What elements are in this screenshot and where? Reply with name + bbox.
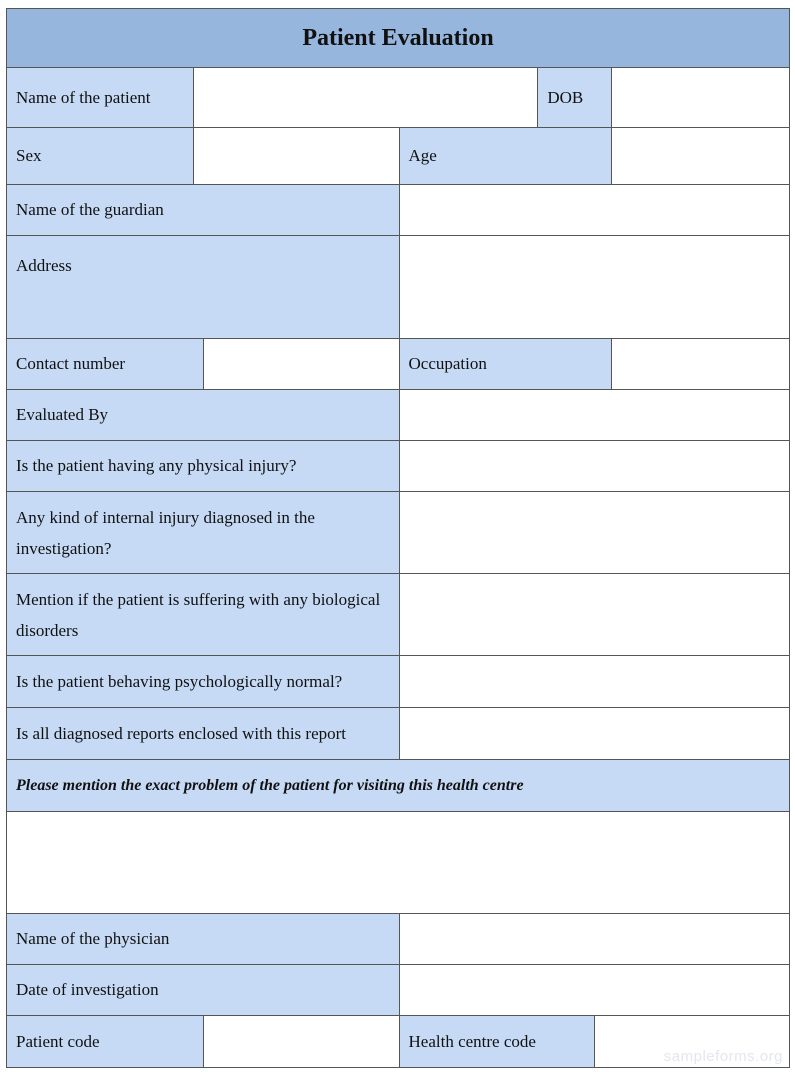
occupation-label: Occupation	[400, 339, 613, 390]
address-field[interactable]	[400, 236, 791, 339]
physician-label: Name of the physician	[7, 914, 400, 965]
patient-code-field[interactable]	[204, 1016, 400, 1068]
occupation-field[interactable]	[612, 339, 790, 390]
sex-label: Sex	[7, 128, 194, 185]
evaluated-by-label: Evaluated By	[7, 390, 400, 441]
dob-field[interactable]	[612, 68, 790, 128]
reports-enclosed-label: Is all diagnosed reports enclosed with this report	[7, 708, 400, 760]
age-label: Age	[400, 128, 613, 185]
contact-number-field[interactable]	[204, 339, 400, 390]
patient-name-label: Name of the patient	[7, 68, 194, 128]
psychological-field[interactable]	[400, 656, 791, 708]
dob-label: DOB	[538, 68, 612, 128]
date-of-investigation-label: Date of investigation	[7, 965, 400, 1016]
internal-injury-label: Any kind of internal injury diagnosed in the investigation?	[7, 492, 400, 574]
watermark: sampleforms.org	[663, 1048, 783, 1065]
problem-description-field[interactable]	[7, 812, 790, 914]
address-label: Address	[7, 236, 400, 339]
patient-evaluation-form	[6, 8, 790, 1068]
biological-disorders-label: Mention if the patient is suffering with any biological disorders	[7, 574, 400, 656]
guardian-label: Name of the guardian	[7, 185, 400, 236]
problem-notice-heading: Please mention the exact problem of the patient for visiting this health centre	[7, 760, 790, 812]
physical-injury-label: Is the patient having any physical injury?	[7, 441, 400, 492]
guardian-field[interactable]	[400, 185, 791, 236]
reports-enclosed-field[interactable]	[400, 708, 791, 760]
patient-code-label: Patient code	[7, 1016, 204, 1068]
biological-disorders-field[interactable]	[400, 574, 791, 656]
physical-injury-field[interactable]	[400, 441, 791, 492]
sex-field[interactable]	[194, 128, 400, 185]
evaluated-by-field[interactable]	[400, 390, 791, 441]
age-field[interactable]	[612, 128, 790, 185]
patient-name-field[interactable]	[194, 68, 539, 128]
form-title: Patient Evaluation	[6, 8, 790, 68]
contact-number-label: Contact number	[7, 339, 204, 390]
psychological-label: Is the patient behaving psychologically normal?	[7, 656, 400, 708]
date-of-investigation-field[interactable]	[400, 965, 791, 1016]
health-centre-code-label: Health centre code	[400, 1016, 596, 1068]
internal-injury-field[interactable]	[400, 492, 791, 574]
physician-field[interactable]	[400, 914, 791, 965]
